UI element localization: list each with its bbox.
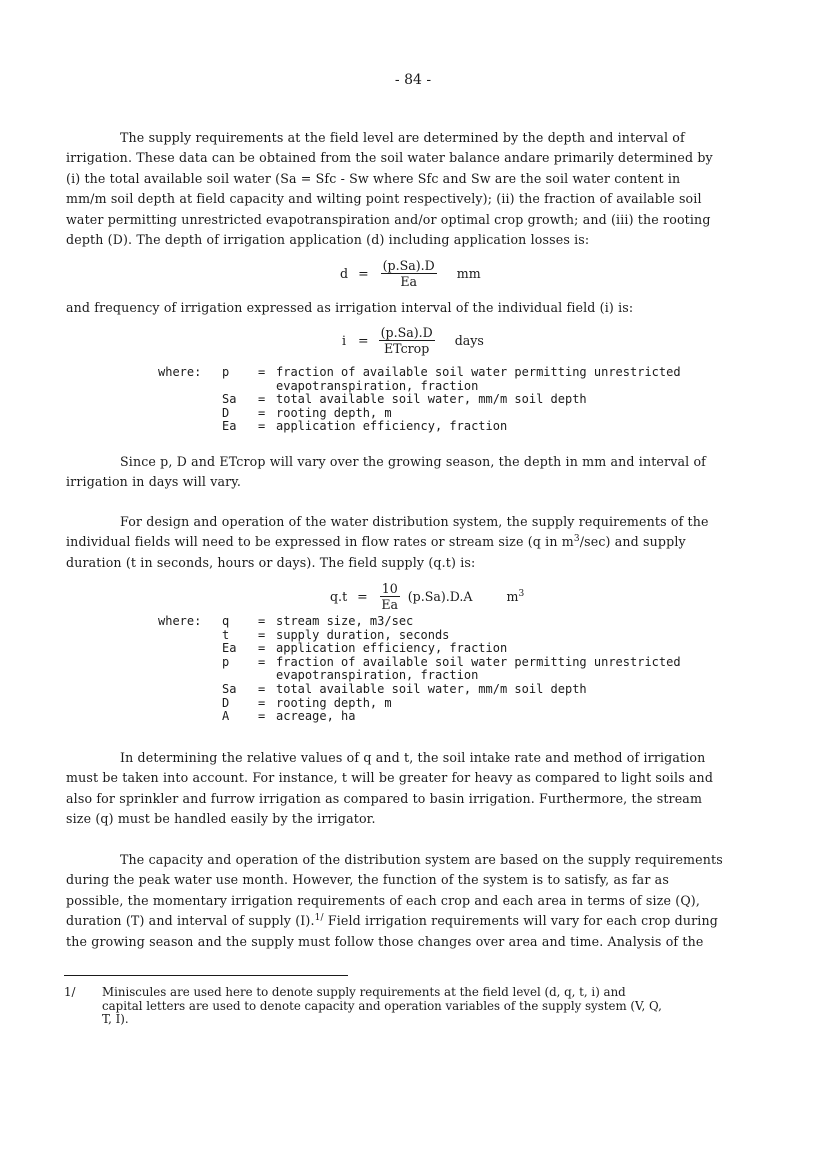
footnote-line: capital letters are used to denote capacity and operation variables of the supply system (V, Q, xyxy=(102,998,662,1013)
equation-unit: $m^3$ xyxy=(506,588,525,604)
text-line: must be taken into account. For instance, t will be greater for heavy as compared to light soils and xyxy=(66,770,714,786)
equation-operator: = xyxy=(357,589,368,604)
text-line: depth (D). The depth of irrigation application (d) including application losses is: xyxy=(66,232,590,248)
definition-row xyxy=(158,407,681,421)
definition-symbol: A xyxy=(222,709,230,724)
text-fragment: /sec) and supply xyxy=(579,534,686,550)
definition-equals: = xyxy=(258,641,266,656)
text-line: The supply requirements at the field level are determined by the depth and interval of xyxy=(120,130,685,145)
definition-row xyxy=(158,393,681,407)
definition-row xyxy=(158,380,681,394)
footnote-line: T, I). xyxy=(102,1012,129,1027)
definition-equals xyxy=(258,669,276,683)
equation-unit: days xyxy=(454,333,484,348)
footnote-mark: 1/ xyxy=(64,985,76,999)
equation-fraction xyxy=(380,582,400,611)
text-line: duration (t in seconds, hours or days). The field supply (q.t) is: xyxy=(66,554,476,570)
definition-text: acreage, ha xyxy=(276,709,356,724)
equation-interval xyxy=(342,326,484,355)
paragraph-capacity xyxy=(66,850,756,952)
equation-fraction xyxy=(381,259,437,288)
definition-equals: = xyxy=(258,654,266,669)
text-line: The capacity and operation of the distribution system are based on the supply requirements xyxy=(120,852,723,867)
footnote-divider xyxy=(64,975,348,976)
text-line xyxy=(66,911,756,931)
paragraph-frequency xyxy=(66,298,756,318)
definition-text: evapotranspiration, fraction xyxy=(276,378,479,393)
definition-equals xyxy=(258,380,276,394)
footnote-reference: 1/ xyxy=(314,913,324,924)
definition-symbol: Sa xyxy=(222,392,237,407)
superscript: 3 xyxy=(573,534,580,545)
equation-depth xyxy=(340,259,481,288)
definitions-list-2 xyxy=(158,615,681,724)
fraction-numerator: 10 xyxy=(381,581,398,596)
definition-equals: = xyxy=(258,709,266,724)
where-label: where: xyxy=(158,614,202,628)
definition-row xyxy=(158,615,681,629)
fraction-denominator: Ea xyxy=(400,274,418,289)
definition-text: rooting depth, m xyxy=(276,405,392,420)
definition-text: application efficiency, fraction xyxy=(276,419,508,434)
text-fragment: duration (T) and interval of supply (I). xyxy=(66,913,315,929)
text-line: irrigation in days will vary. xyxy=(66,474,242,490)
equation-unit: mm xyxy=(456,266,481,281)
definition-row xyxy=(158,420,681,434)
footnote-line: Miniscules are used here to denote supply requirements at the field level (d, q, t, i) and xyxy=(102,985,626,999)
text-line: Since p, D and ETcrop will vary over the growing season, the depth in mm and interval of xyxy=(120,454,706,469)
text-line: the growing season and the supply must follow those changes over area and time. Analysis of the xyxy=(66,933,704,949)
definition-equals: = xyxy=(258,405,266,420)
equation-lhs: d xyxy=(340,266,349,281)
definition-equals: = xyxy=(258,614,266,628)
text-fragment: individual fields will need to be expressed in flow rates or stream size (q in m xyxy=(66,534,574,550)
definition-text: total available soil water, mm/m soil depth xyxy=(276,681,587,696)
fraction-numerator: (p.Sa).D xyxy=(380,325,433,340)
equation-expression: (p.Sa).D.A xyxy=(407,589,473,604)
fraction-numerator: (p.Sa).D xyxy=(382,258,435,273)
text-line: irrigation. These data can be obtained from the soil water balance andare primarily determined by xyxy=(66,150,713,166)
page-number: - 84 - xyxy=(394,72,432,88)
text-line: and frequency of irrigation expressed as irrigation interval of the individual field (i) is: xyxy=(66,300,634,315)
definition-row xyxy=(158,683,681,697)
equation-fraction xyxy=(379,326,435,355)
equation-lhs: q.t xyxy=(330,589,348,604)
equation-field-supply xyxy=(330,582,524,611)
definition-symbol: p xyxy=(222,365,230,379)
definition-equals: = xyxy=(258,365,266,379)
definition-equals: = xyxy=(258,627,266,642)
definition-symbol: p xyxy=(222,654,230,669)
definition-row xyxy=(158,697,681,711)
definition-symbol xyxy=(222,669,258,683)
equation-lhs: i xyxy=(342,333,347,348)
paragraph-determining xyxy=(66,748,756,830)
definition-text: fraction of available soil water permitting unrestricted xyxy=(276,654,681,669)
fraction-denominator: ETcrop xyxy=(383,341,430,356)
definition-text: rooting depth, m xyxy=(276,695,392,710)
text-line: also for sprinkler and furrow irrigation as compared to basin irrigation. Furthermore, the stream xyxy=(66,790,703,806)
definition-symbol: Ea xyxy=(222,419,237,434)
text-line: possible, the momentary irrigation requirements of each crop and each area in terms of size (Q), xyxy=(66,892,701,908)
text-line: (i) the total available soil water (Sa = Sfc - Sw where Sfc and Sw are the soil water content in xyxy=(66,170,681,186)
definition-text: total available soil water, mm/m soil depth xyxy=(276,392,587,407)
definition-equals: = xyxy=(258,681,266,696)
definition-symbol: Sa xyxy=(222,681,237,696)
definition-text: evapotranspiration, fraction xyxy=(276,668,479,683)
text-line xyxy=(66,532,756,552)
definition-symbol: Ea xyxy=(222,641,237,656)
definition-text: application efficiency, fraction xyxy=(276,641,508,656)
definition-symbol xyxy=(222,380,258,394)
text-line: water permitting unrestricted evapotranspiration and/or optimal crop growth; and (iii) the rooting xyxy=(66,211,711,227)
footnote-body xyxy=(102,986,762,1027)
definition-equals: = xyxy=(258,419,266,434)
paragraph-since xyxy=(66,452,756,493)
definition-equals: = xyxy=(258,695,266,710)
text-fragment: Field irrigation requirements will vary for each crop during xyxy=(323,913,718,929)
definition-symbol: t xyxy=(222,627,230,642)
definitions-list-1 xyxy=(158,366,681,434)
definition-row xyxy=(158,710,681,724)
definition-row xyxy=(158,642,681,656)
equation-operator: = xyxy=(358,266,369,281)
definition-text: stream size, m3/sec xyxy=(276,614,414,628)
text-line: In determining the relative values of q and t, the soil intake rate and method of irrigation xyxy=(120,750,706,765)
text-line: during the peak water use month. However, the function of the system is to satisfy, as far as xyxy=(66,872,669,888)
text-line: mm/m soil depth at field capacity and wilting point respectively); (ii) the fraction of available soil xyxy=(66,191,702,207)
definition-text: fraction of available soil water permitting unrestricted xyxy=(276,365,681,379)
paragraph-design-operation xyxy=(66,512,756,573)
text-line: size (q) must be handled easily by the irrigator. xyxy=(66,811,376,827)
definition-row xyxy=(158,629,681,643)
paragraph-supply-requirements xyxy=(66,128,756,250)
definition-text: supply duration, seconds xyxy=(276,627,450,642)
definition-symbol: D xyxy=(222,695,230,710)
equation-operator: = xyxy=(358,333,369,348)
definition-row xyxy=(158,366,681,380)
fraction-denominator: Ea xyxy=(381,597,399,612)
definition-equals: = xyxy=(258,392,266,407)
where-label: where: xyxy=(158,365,202,379)
definition-row xyxy=(158,669,681,683)
definition-row xyxy=(158,656,681,670)
definition-symbol: q xyxy=(222,614,230,628)
definition-symbol: D xyxy=(222,405,230,420)
text-line: For design and operation of the water distribution system, the supply requirements of the xyxy=(120,514,709,529)
